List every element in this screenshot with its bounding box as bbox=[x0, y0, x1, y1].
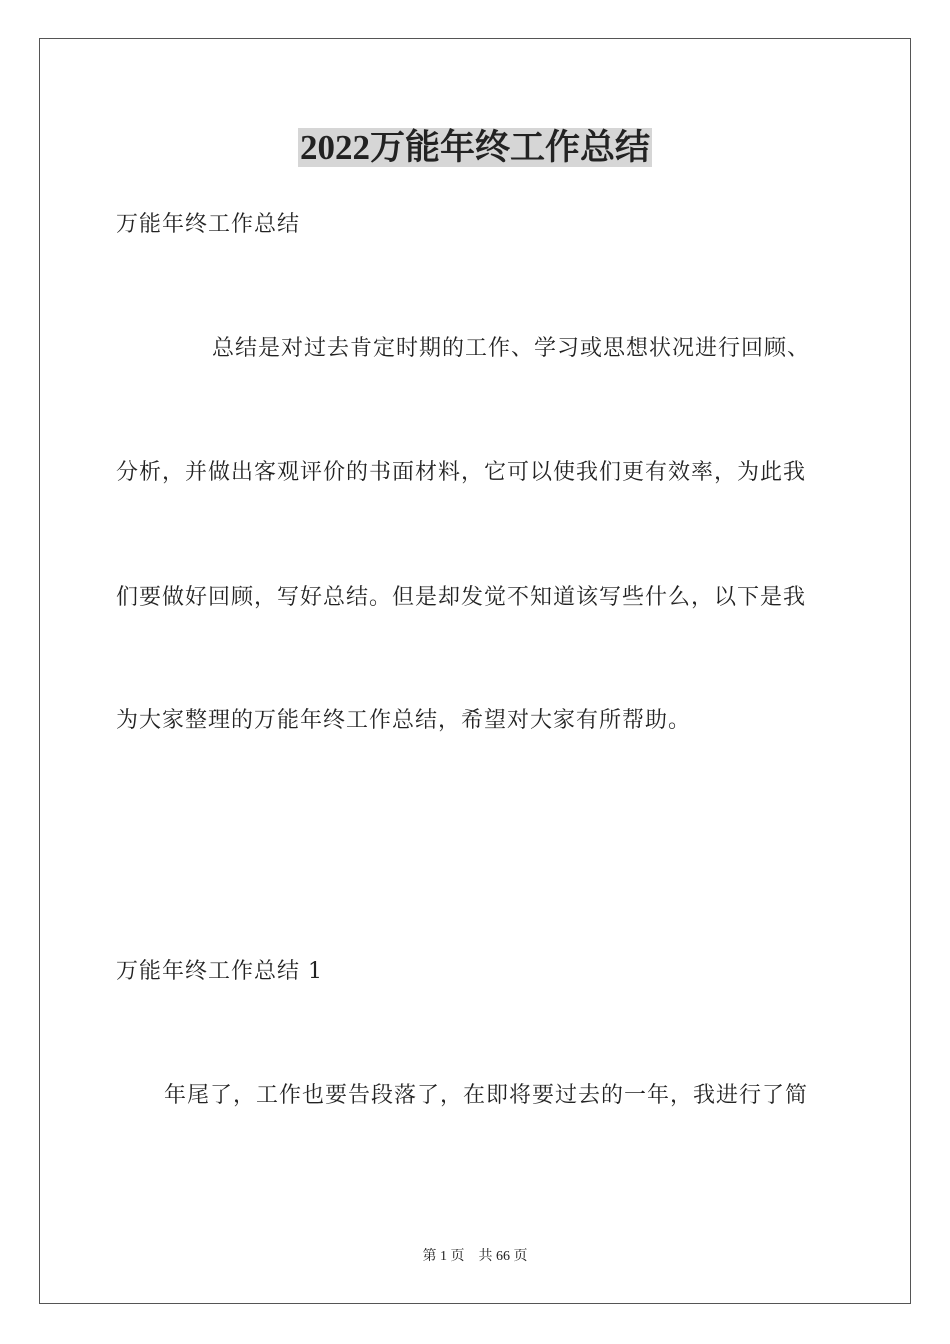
intro-line-4: 为大家整理的万能年终工作总结，希望对大家有所帮助。 bbox=[116, 708, 692, 733]
document-title-text: 2022万能年终工作总结 bbox=[299, 128, 650, 167]
document-subtitle: 万能年终工作总结 bbox=[116, 212, 301, 237]
section-first-line: 年尾了，工作也要告段落了，在即将要过去的一年，我进行了简 bbox=[164, 1083, 809, 1108]
section-heading: 万能年终工作总结 1 bbox=[116, 959, 323, 984]
page-footer bbox=[0, 1248, 950, 1266]
document-title bbox=[0, 126, 950, 170]
page-number: 第 1 页 bbox=[422, 1249, 465, 1264]
intro-line-3: 们要做好回顾，写好总结。但是却发觉不知道该写些什么，以下是我 bbox=[116, 585, 807, 610]
intro-line-1: 总结是对过去肯定时期的工作、学习或思想状况进行回顾、 bbox=[212, 336, 811, 361]
page-total: 共 66 页 bbox=[478, 1249, 528, 1264]
intro-line-2: 分析，并做出客观评价的书面材料，它可以使我们更有效率，为此我 bbox=[116, 460, 807, 485]
